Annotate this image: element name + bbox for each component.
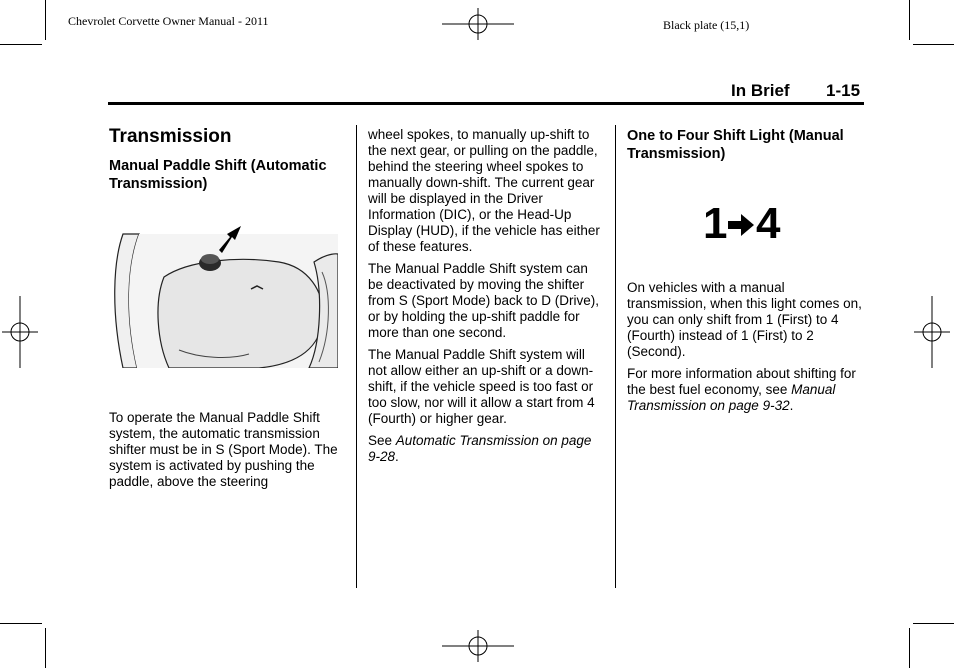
reference-prefix: For more information about shifting for the best fuel economy, see xyxy=(627,366,856,397)
shift-light-symbol xyxy=(703,200,793,250)
gear-one-label: 1 xyxy=(703,199,728,248)
header-rule xyxy=(108,102,864,105)
heading-transmission: Transmission xyxy=(109,126,232,147)
steering-wheel-illustration xyxy=(109,222,338,368)
document-title: Chevrolet Corvette Owner Manual - 2011 xyxy=(68,14,269,28)
column-divider xyxy=(356,125,357,588)
reference-suffix: . xyxy=(789,398,794,413)
registration-mark-top xyxy=(442,8,514,40)
registration-mark-bottom xyxy=(442,630,514,662)
reference-link[interactable]: Automatic Transmission on page 9-28 xyxy=(368,433,592,464)
paragraph: The Manual Paddle Shift system will not allow either an up-shift or a down-shift, if the vehicle speed is too fast or too slow, nor will it allow a start from 4 (Fourth) or higher gear. xyxy=(368,347,595,426)
section-title: In Brief xyxy=(731,81,790,100)
registration-mark-right xyxy=(914,296,950,368)
heading-paddle-shift: Manual Paddle Shift (Automatic Transmission) xyxy=(109,158,327,192)
see-reference xyxy=(368,433,603,465)
column-divider xyxy=(615,125,616,588)
crop-mark xyxy=(45,0,46,40)
paragraph: The Manual Paddle Shift system can be deactivated by moving the shifter from S (Sport Mode) back to D (Drive), or by holding the up-shift paddle for more than one second. xyxy=(368,261,600,340)
reference-prefix: See xyxy=(368,433,396,448)
reference-suffix: . xyxy=(395,449,399,464)
heading-shift-light: One to Four Shift Light (Manual Transmission) xyxy=(627,128,844,162)
paragraph: To operate the Manual Paddle Shift system, the automatic transmission shifter must be in S (Sport Mode). The system is activated by pushing the paddle, above the steering xyxy=(109,410,338,489)
plate-label: Black plate (15,1) xyxy=(663,18,750,32)
crop-mark xyxy=(909,0,910,40)
page-number: 1-15 xyxy=(826,81,861,100)
gear-four-label: 4 xyxy=(756,199,781,248)
paragraph: wheel spokes, to manually up-shift to the next gear, or pulling on the paddle, behind the steering wheel spokes to manually down-shift. The current gear will be displayed in the Driver Information (DIC), or the Head-Up Display (HUD), if the vehicle has either of these features. xyxy=(368,127,600,254)
shift-arrow-icon xyxy=(728,214,754,236)
registration-mark-left xyxy=(2,296,38,368)
crop-mark xyxy=(45,628,46,668)
see-reference xyxy=(627,366,867,414)
crop-mark xyxy=(909,628,910,668)
crop-mark xyxy=(913,44,954,45)
crop-mark xyxy=(913,623,954,624)
paragraph: On vehicles with a manual transmission, when this light comes on, you can only shift from 1 (First) to 4 (Fourth) instead of 1 (First) to 2 (Second). xyxy=(627,280,862,359)
crop-mark xyxy=(0,44,42,45)
crop-mark xyxy=(0,623,42,624)
reference-link[interactable]: Manual Transmission on page 9-32 xyxy=(627,382,836,413)
